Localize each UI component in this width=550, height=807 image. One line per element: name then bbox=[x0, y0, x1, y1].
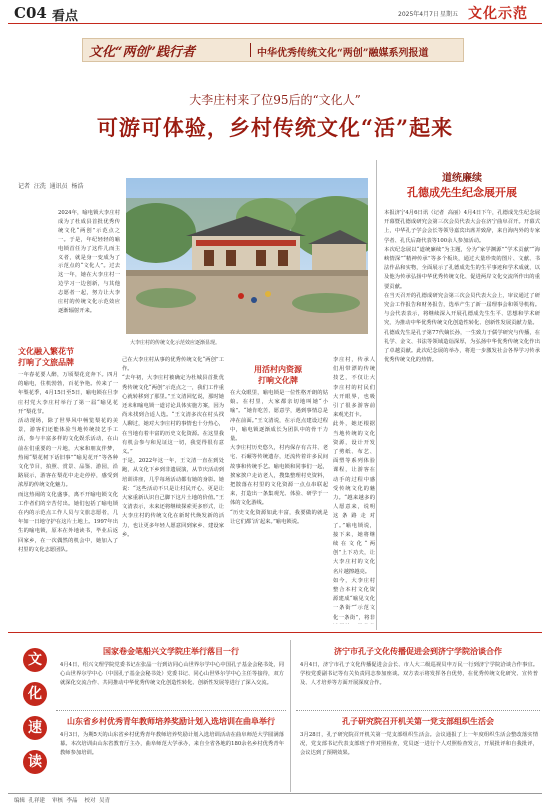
banner-slogan: 文化“两创”践行者 bbox=[89, 45, 195, 60]
footer-rule bbox=[8, 793, 542, 794]
page-number: C04 bbox=[14, 4, 47, 22]
briefs-rule bbox=[8, 632, 542, 633]
label-char-3: 速 bbox=[23, 716, 47, 740]
feature-kicker: 道统廉续 bbox=[442, 173, 482, 184]
editor-credits: 编辑 孔祥建 审核 李晶 校对 吴青 bbox=[14, 798, 110, 804]
issue-weekday: 星期五 bbox=[440, 11, 459, 18]
village-photo bbox=[126, 178, 368, 334]
quick-read-label bbox=[22, 648, 48, 778]
col1-text: 一年春花要人醉，万顷梨花竞奔下。四月的喻电，住机勃勃，百花争艳。传来了一年梨花季，4月15日至5日，喻电锁在旦李庄村党大李庄村举行了第一届“喻见花开”梨花节。 活动现场，除了世界风中畅览梨花的美景，游客们还能体验当地传统技艺手工活，参与丰富多样的文化娱乐活动，在山前在们重要的一片地，大家和朋友伴梦，热闹“梨花树下话旧事”“喻见花开”等各种文化节目，拍照、赏景、品鉴、游园，沿路展示，游客在梨花中走走停停，感受到浓厚的传统文化魅力。 而这热闹的文化盛事，离不开喻电锁文化工作者们的辛苦付出。她们包括了喻电锁在内的示范点工作人员与文旅志愿者，几年如一日地守护在这片土地上。1997年出生的喻电锁，原本在外地读书，毕业后返回家乡，在一次偶然的机会中，她加入了村里的文化志愿团队。 bbox=[18, 372, 118, 553]
col3-subhead: 用活村内资源 打响文化牌 bbox=[254, 364, 302, 385]
banner-divider bbox=[250, 43, 251, 57]
brief-1-title: 国家卷金笔船兴文学院庄举行落目一行 bbox=[103, 646, 239, 656]
label-char-2: 化 bbox=[23, 682, 47, 706]
header-rule bbox=[8, 23, 542, 24]
page-header bbox=[8, 3, 542, 23]
banner-title: 中华优秀传统文化“两创”融媒系列报道 bbox=[257, 48, 429, 59]
label-char-4: 读 bbox=[23, 750, 47, 774]
feature-title: 孔德成先生纪念展开展 bbox=[407, 186, 517, 199]
label-char-1: 文 bbox=[23, 648, 47, 672]
brief-3-title: 山东省乡村优秀青年教师培养奖励计划入选培训在曲阜举行 bbox=[67, 716, 275, 726]
col4-text: 李庄村，传承人们用带漂的传统技艺，不仅让大李庄村的村民们大开眼界，也吸引了很多游客前来观光打卡。 此外，她还根据当地传统的文化资源，设计开发了剪纸、布艺、面塑等系列体验课程，让游客在动手的过程中感受传统文化的魅力。“越来越多的人愿意来，说明这条路走对了。”喻电锁说，接下来，她将继续在文化“两创”上下功夫，让大李庄村的文化名片越擦越亮。 如今，大李庄村整合本村文化资源建成“喻见文化一条街”“示范文化一条街”，将非 bbox=[333, 357, 375, 621]
article-kicker: 大李庄村来了位95后的“文化人” bbox=[189, 93, 361, 107]
brief-separator-left bbox=[56, 710, 286, 711]
brief-2-title: 济宁市孔子文化传播促进会到济宁学院洽谈合作 bbox=[334, 646, 502, 656]
brief-1-text: 4月4日，绍兴文理学院党委书记在张晶一行到访同心山世界尔学中心中国孔子基金会秘书处，同心山世界尔学中心（中国孔子基金会秘书处）党委书记、同心山世界尔学中心主任等接待，双方就深化交流合作、共同推动中华优秀传统文化创造性转化、创新性发展等进行了深入交流。 bbox=[60, 662, 284, 687]
briefs-divider bbox=[290, 640, 291, 792]
series-banner bbox=[82, 38, 464, 62]
issue-date: 2025年4月7日 bbox=[398, 11, 439, 18]
brief-separator-right bbox=[296, 710, 540, 711]
section-name: 看点 bbox=[52, 9, 79, 24]
brand-logo: 文化示范 bbox=[468, 6, 528, 22]
village-photo-illustration bbox=[126, 178, 368, 334]
feature-text: 本报济宁4月6日讯（记者 高丽）4月4日下午，孔德成先生纪念展开幕暨孔德成研究会第三次会员代表大会在济宁曲阜召开。开幕式上，中华孔子学会会长等领导嘉宾出席并致辞，来自海内外的专家学者、孔氏后裔代表等100余人参加活动。 本次纪念展以“道统廉续”为主题，分为“家学渊源”“学术贡献”“海峡情深”“精神传承”等多个板块，通过大量珍贵的图片、文献、书法作品和实物，全面展示了孔德成先生的生平事迹和学术成就，以及他为传承弘扬中华优秀传统文化、促进两岸文化交流所作出的重要贡献。 在当天召开的孔德成研究会第三次会员代表大会上，审议通过了研究会工作报告和财务报告，选举产生了新一届理事会和领导机构。与会代表表示，将继续深入开展孔德成先生生平、思想和学术研究，为推动中华优秀传统文化创造性转化、创新性发展贡献力量。 孔德成先生是孔子第77代嫡长孙，一生致力于儒学研究与传播，在礼学、金文、书法等领域造诣深厚，为弘扬中华优秀传统文化作出了卓越贡献。此次纪念展的举办，将进一步激发社会各界学习传承优秀传统文化的热情。 bbox=[384, 210, 540, 364]
col1-subhead: 文化融入繁花节 打响了文旅品牌 bbox=[18, 346, 74, 367]
brief-3-text: 4月3日，为期5天的山东省乡村优秀青年教师培养奖励计划入选培训活动在曲阜师范大学圆满落幕。本次培训由山东省教育厅主办，曲阜师范大学承办，来自全省各地的180余名乡村优秀青年教师参加培训。 bbox=[60, 732, 284, 757]
photo-caption: 大李庄村的传统文化示范效应逐渐显现。 bbox=[130, 340, 221, 346]
column-divider bbox=[376, 160, 377, 630]
article-lede: 2024年，喻电锁大李庄村成为了杜成县首批优秀传统文化“两创”示范点之一。于是，年纪轻轻的喻电锁首任为了这件儿而主义者，就是身一变成为了示范点的“文化人”。过去这一年，她在大李庄村一边学习一边创新，与其他志愿者一起，努力让大李庄村的传统文化示范效应逐渐辐射开来。 bbox=[58, 210, 120, 314]
col2-text: 己在大李庄村从事的优秀传统文化“两创”工作。 “去年初，大李庄村被确定为杜城县首批优秀传统文化“两创”示范点之一，我们工作重心就转移到了那里。”王文清回忆说，那时她还未和喻电锁一道讨论具体实施方案，因为尚未找到合适人选。“王文清多次在村头找人聊过，她对大李庄村的事情也十分热心，在当地有着丰富的历史文化资源。在这里我有机会参与和见证这一切，我觉得很有意义。” 于是，2022年这一年，王文清一直在到处跑，从文化下乡到非遗展演，从节庆活动到培训讲座，几乎每场活动都有她的身影。她说：“这些活动不只是让村民开心，更是让大家重新认识自己脚下这片土地的价值。”王文清表示，未来还将继续探索更多形式，让大李庄村的传统文化在新时代焕发新的活力，也让更多年轻人愿意回到家乡、建设家乡。 bbox=[122, 357, 224, 538]
brief-4-text: 3月28日，孔子研究院召开机关第一党支部组织生活会。会议通报了上一年度组织生活会整改落实情况，党支部书记代表支部班子作对照检查，党员逐一进行个人对照检查发言，开展批评和自我批评，会议达到了预期效果。 bbox=[300, 732, 538, 757]
brief-4-title: 孔子研究院召开机关第一党支部组织生活会 bbox=[342, 716, 494, 726]
brief-2-text: 4月4日，济宁市孔子文化传播促进会会长、市人大二级巡视员申万民一行到济宁学院洽谈合作事宜。学校党委副书记等有关负责同志参加座谈。双方表示将发挥各自优势，在优秀传统文化研究、宣传普及、人才培养等方面开展深度合作。 bbox=[300, 662, 538, 687]
byline: 记者 汪洗 通讯员 杨浩 bbox=[18, 183, 84, 190]
article-headline: 可游可体验，乡村传统文化“活”起来 bbox=[96, 115, 454, 140]
col3-text: 在大众眼里，喻电锁是一位性格开朗的姑娘。在村里，大家都亲切地叫她“小喻”。“她肯吃苦，愿意学，遇到事情总是冲在前面。”王文清说，在示范点建设过程中，喻电锁逐渐成长为团队中的骨干力量。 大李庄村历史悠久，村内保存有古井、老宅、石碾等传统遗存，还流传着许多民间故事和传统手艺。喻电锁和同事们一起，挨家挨户走访老人，搜集整理村史资料，把散落在村里的文化资源一点点串联起来，打造出一条集观光、体验、研学于一体的文化游线。 “历史文化资源如此丰富，我要做的就是让它们都‘活’起来。”喻电锁说。 bbox=[230, 390, 328, 525]
